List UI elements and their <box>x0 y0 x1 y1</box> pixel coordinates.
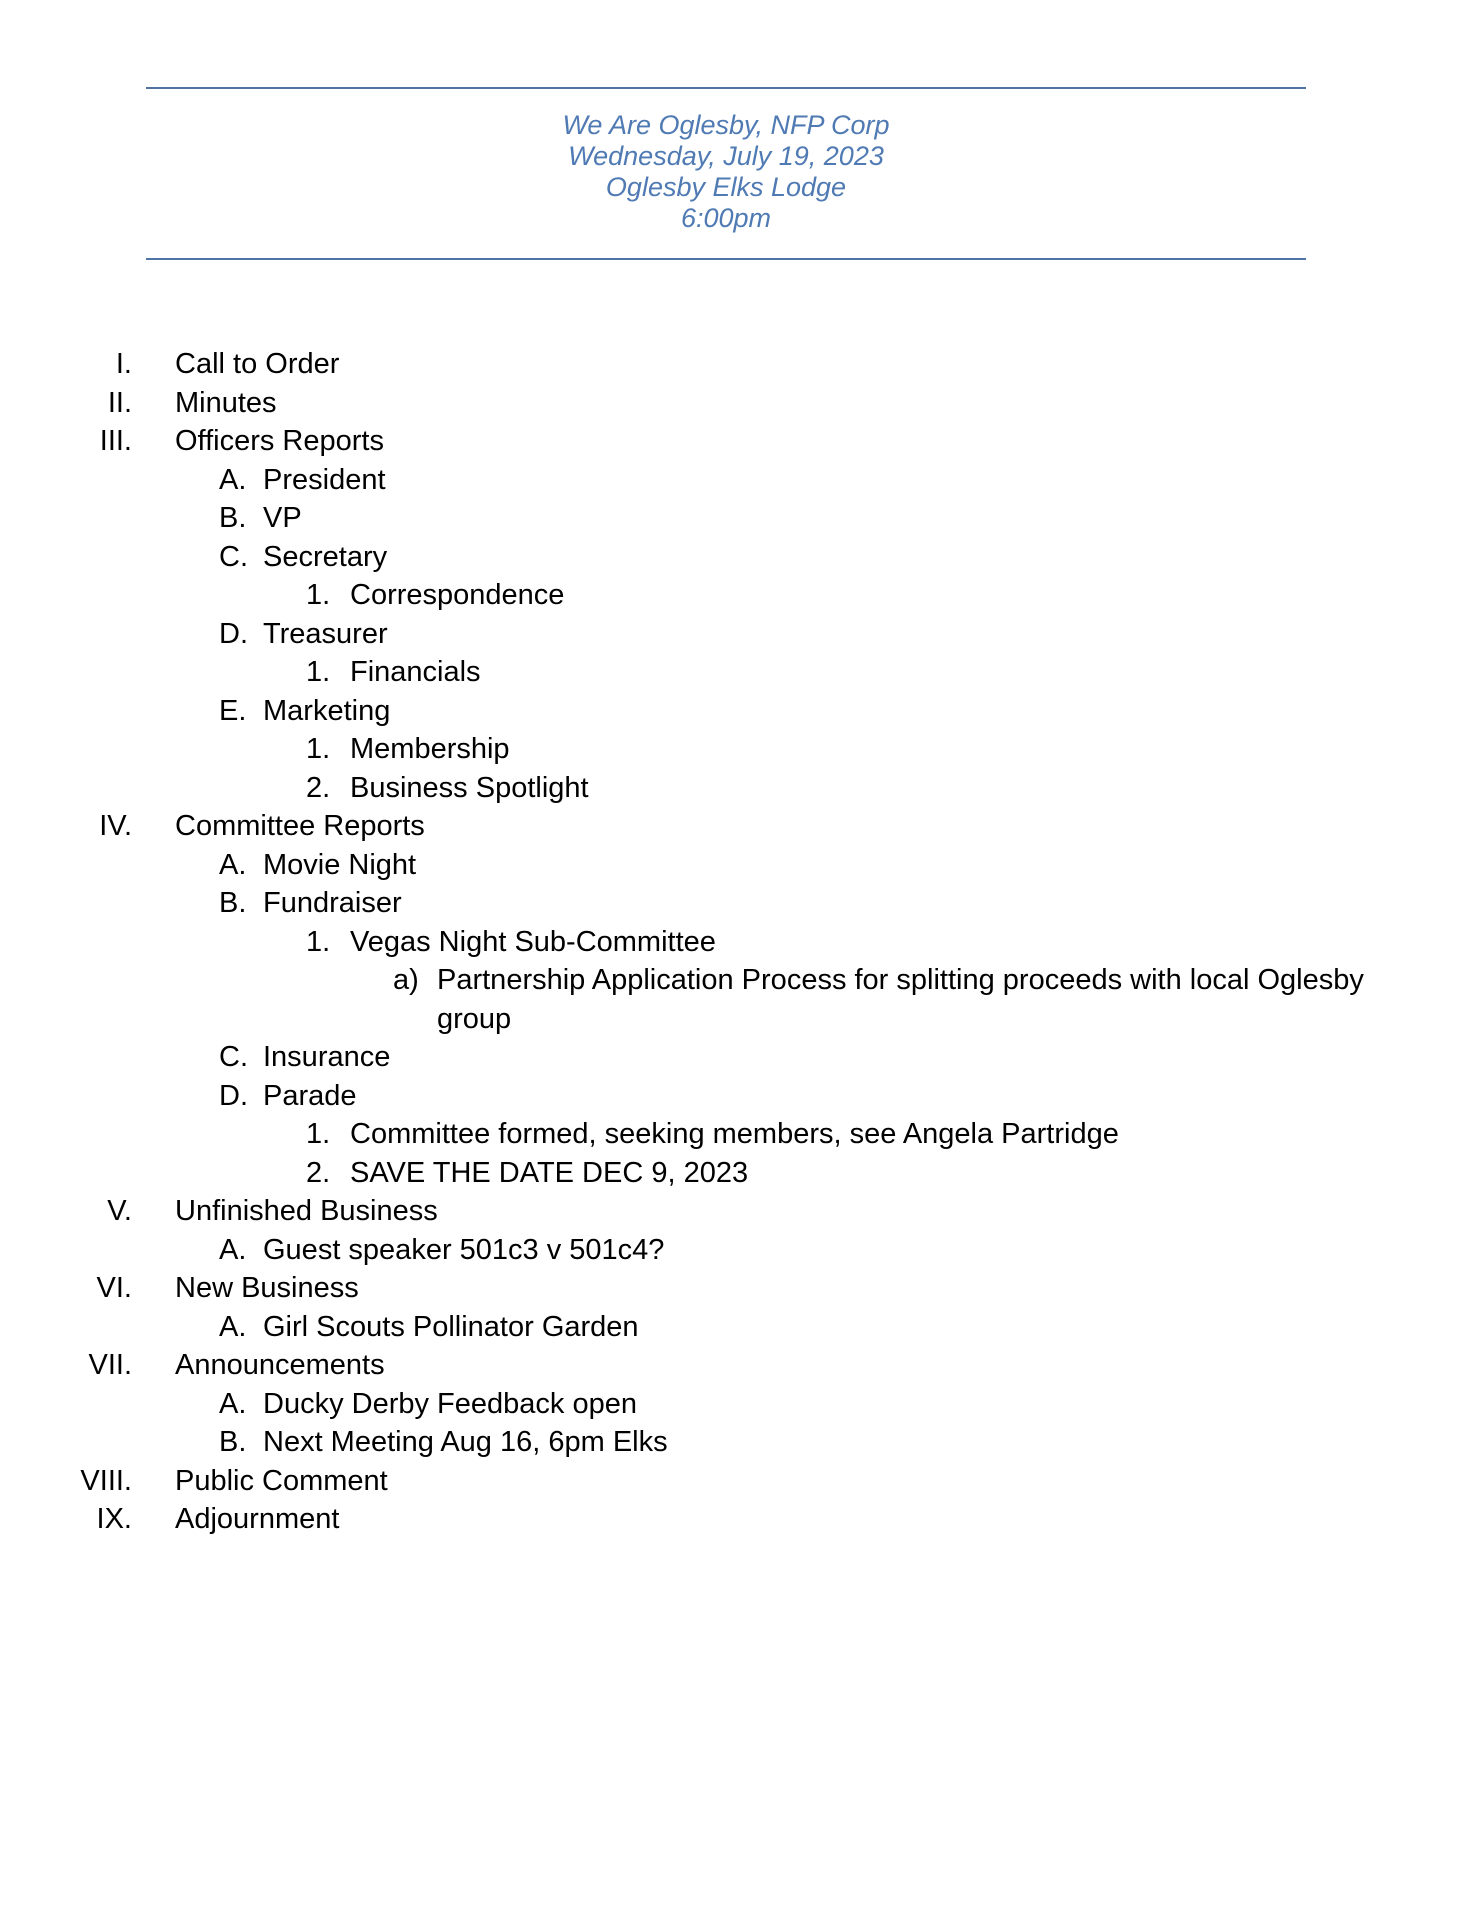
item-text: Partnership Application Process for splitting proceeds with local Oglesby <box>437 964 1364 996</box>
item-marker: IV. <box>99 810 132 842</box>
agenda-subitem <box>0 1038 1484 1077</box>
item-text: Committee Reports <box>175 810 425 842</box>
agenda-subsubitem <box>0 730 1484 769</box>
agenda-list <box>0 345 1484 1539</box>
agenda-item <box>0 807 1484 846</box>
item-text: Officers Reports <box>175 425 384 457</box>
item-text: Membership <box>350 733 510 765</box>
item-marker: A. <box>219 848 247 881</box>
item-text: Ducky Derby Feedback open <box>263 1387 637 1420</box>
item-text: Adjournment <box>175 1503 340 1535</box>
item-marker: 1. <box>306 925 331 958</box>
item-marker: 1. <box>306 1118 331 1150</box>
item-text: Fundraiser <box>263 887 402 919</box>
item-marker: 2. <box>306 771 331 804</box>
item-marker: II. <box>107 386 132 419</box>
item-text: Treasurer <box>263 617 388 650</box>
organization-name: We Are Oglesby, NFP Corp <box>562 110 890 140</box>
agenda-item <box>0 1500 1484 1539</box>
item-marker: III. <box>99 425 132 457</box>
agenda-subitem <box>0 461 1484 500</box>
meeting-date: Wednesday, July 19, 2023 <box>568 141 884 171</box>
item-marker: C. <box>219 1041 248 1073</box>
agenda-item <box>0 345 1484 384</box>
item-text: VP <box>263 502 302 534</box>
item-marker: 1. <box>306 733 331 765</box>
item-marker: C. <box>219 540 248 573</box>
item-text: Next Meeting Aug 16, 6pm Elks <box>263 1426 668 1458</box>
item-marker: 1. <box>306 656 331 688</box>
item-text: Guest speaker 501c3 v 501c4? <box>263 1233 665 1266</box>
item-text: Secretary <box>263 540 388 573</box>
item-text: Girl Scouts Pollinator Garden <box>263 1310 639 1343</box>
item-text: Parade <box>263 1079 357 1112</box>
agenda-item-continuation <box>0 1000 1484 1039</box>
agenda-subsubitem <box>0 576 1484 615</box>
agenda-item <box>0 422 1484 461</box>
item-marker: VI. <box>96 1272 132 1304</box>
item-marker: B. <box>219 502 247 534</box>
item-marker: a) <box>393 964 419 996</box>
item-marker: A. <box>219 1310 247 1343</box>
item-text-continuation: group <box>437 1002 512 1035</box>
agenda-subitem <box>0 1077 1484 1116</box>
agenda-item <box>0 1269 1484 1308</box>
agenda-subsubitem <box>0 923 1484 962</box>
meeting-header <box>146 110 1306 234</box>
item-text: Committee formed, seeking members, see Angela Partridge <box>350 1118 1119 1150</box>
item-text: Announcements <box>175 1349 385 1381</box>
item-text: Correspondence <box>350 579 565 611</box>
agenda-item <box>0 1462 1484 1501</box>
item-marker: B. <box>219 1426 247 1458</box>
item-text: Marketing <box>263 694 391 727</box>
item-marker: A. <box>219 1233 247 1266</box>
agenda-subitem <box>0 692 1484 731</box>
agenda-subsubitem <box>0 653 1484 692</box>
item-marker: D. <box>219 617 248 650</box>
agenda-item <box>0 1346 1484 1385</box>
agenda-subitem <box>0 1385 1484 1424</box>
item-text: Movie Night <box>263 848 417 881</box>
agenda-subitem <box>0 1423 1484 1462</box>
item-text: New Business <box>175 1272 359 1304</box>
item-text: Unfinished Business <box>175 1195 438 1227</box>
agenda-subitem <box>0 1308 1484 1347</box>
header-top-rule <box>146 87 1306 89</box>
item-text: President <box>263 463 386 496</box>
item-marker: VIII. <box>80 1464 132 1497</box>
agenda-item <box>0 1192 1484 1231</box>
item-marker: A. <box>219 463 247 496</box>
item-text: Vegas Night Sub-Committee <box>350 925 716 958</box>
item-marker: B. <box>219 887 247 919</box>
agenda-subitem <box>0 846 1484 885</box>
item-text: Insurance <box>263 1041 391 1073</box>
item-text: Business Spotlight <box>350 771 589 804</box>
agenda-subitem <box>0 499 1484 538</box>
item-marker: E. <box>219 694 247 727</box>
item-text: Public Comment <box>175 1464 388 1497</box>
agenda-item <box>0 384 1484 423</box>
item-marker: D. <box>219 1079 248 1112</box>
agenda-subitem <box>0 884 1484 923</box>
agenda-subitem <box>0 1231 1484 1270</box>
item-marker: 2. <box>306 1156 331 1189</box>
item-marker: VII. <box>88 1349 132 1381</box>
item-marker: I. <box>115 348 132 380</box>
meeting-location: Oglesby Elks Lodge <box>605 172 847 202</box>
item-text: SAVE THE DATE DEC 9, 2023 <box>350 1156 749 1189</box>
agenda-subitem <box>0 615 1484 654</box>
header-bottom-rule <box>146 258 1306 260</box>
item-marker: IX. <box>96 1503 132 1535</box>
item-marker: 1. <box>306 579 331 611</box>
item-text: Financials <box>350 656 481 688</box>
agenda-subsubitem <box>0 1115 1484 1154</box>
meeting-time: 6:00pm <box>680 203 772 233</box>
agenda-subsubitem <box>0 769 1484 808</box>
agenda-level4-item <box>0 961 1484 1000</box>
agenda-subitem <box>0 538 1484 577</box>
item-text: Minutes <box>175 386 277 419</box>
agenda-subsubitem <box>0 1154 1484 1193</box>
item-marker: A. <box>219 1387 247 1420</box>
item-text: Call to Order <box>175 348 340 380</box>
item-marker: V. <box>107 1195 132 1227</box>
